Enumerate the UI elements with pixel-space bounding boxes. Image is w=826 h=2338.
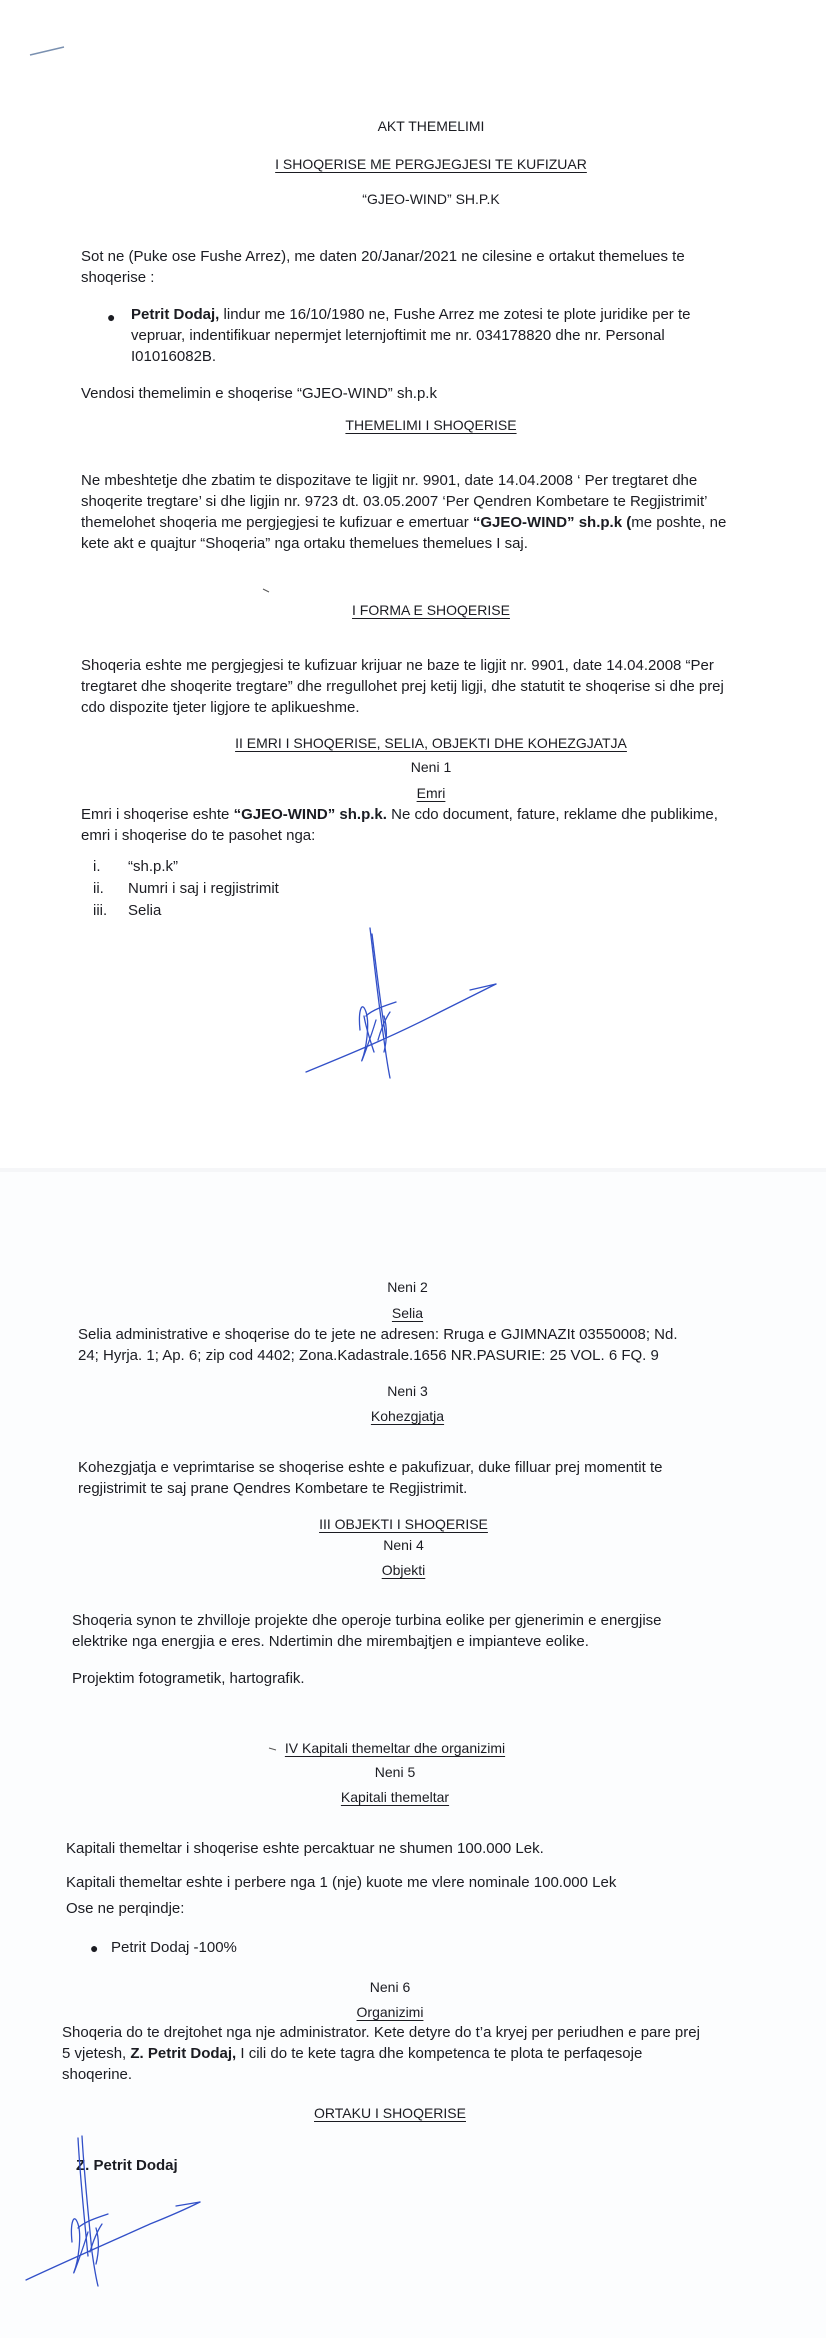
article-1-number: Neni 1 <box>410 759 452 775</box>
scan-mark <box>28 44 68 58</box>
bullet-icon: ● <box>107 309 116 325</box>
document-page-1 <box>0 0 826 1168</box>
founding-text-b: me poshte, ne kete akt e quajtur “Shoqeria” nga ortaku themelues themelues I saj. <box>81 514 727 552</box>
scan-mark <box>262 588 272 594</box>
capital-paragraph-1: Kapitali themeltar i shoqerise eshte percaktuar ne shumen 100.000 Lek. <box>66 1840 544 1857</box>
article-6-number: Neni 6 <box>369 1979 411 1995</box>
name-text-bold: “GJEO-WIND” sh.p.k. <box>233 806 387 823</box>
organization-paragraph <box>62 2022 707 2085</box>
list-number: i. <box>93 858 101 875</box>
list-text: Selia <box>128 902 162 919</box>
founder-item <box>131 304 716 367</box>
founding-paragraph <box>81 470 731 554</box>
list-text: Numri i saj i regjistrimit <box>128 880 279 897</box>
form-paragraph: Shoqeria eshte me pergjegjesi te kufizuar krijuar ne baze te ligjit nr. 9901, date 14.04.2008 “Per tregtaret dhe shoqerite tregtare” dhe rregullohet prej ketij ligji, dhe statutit te shoqerise si dhe prej cdo dispozite tjeter ligjore te aplikueshme. <box>81 657 724 716</box>
name-text-b: Ne cdo document, fature, reklame dhe publikime, emri i shoqerise do te pasohet nga: <box>81 806 718 844</box>
intro-paragraph: Sot ne (Puke ose Fushe Arrez), me daten 20/Janar/2021 ne cilesine e ortakut themelues te shoqerise : <box>81 248 685 286</box>
section-IV-heading: IV Kapitali themeltar dhe organizimi <box>284 1740 506 1756</box>
document-page-2 <box>0 1172 826 2338</box>
article-3-number: Neni 3 <box>387 1383 428 1399</box>
bullet-icon: ● <box>90 1940 99 1956</box>
document-title: AKT THEMELIMI <box>377 118 485 134</box>
partner-heading: ORTAKU I SHOQERISE <box>314 2105 466 2121</box>
duration-paragraph: Kohezgjatja e veprimtarise se shoqerise eshte e pakufizuar, duke filluar prej momentit te regjistrimit te saj prane Qendres Kombetare te Regjistrimit. <box>78 1459 663 1497</box>
article-2-title: Selia <box>391 1305 424 1321</box>
list-item <box>93 900 493 922</box>
section-III-heading: III OBJEKTI I SHOQERISE <box>319 1516 488 1532</box>
article-3-title: Kohezgjatja <box>370 1408 445 1424</box>
capital-paragraph-2: Kapitali themeltar eshte i perbere nga 1 (nje) kuote me vlere nominale 100.000 Lek <box>66 1874 617 1891</box>
section-founding-heading: THEMELIMI I SHOQERISE <box>345 417 517 433</box>
company-name: “GJEO-WIND” SH.P.K <box>362 191 500 207</box>
list-text: “sh.p.k” <box>128 858 179 875</box>
suffix-list <box>93 856 493 922</box>
founding-decision: Vendosi themelimin e shoqerise “GJEO-WIND” sh.p.k <box>81 385 437 402</box>
object-paragraph-2: Projektim fotogrametik, hartografik. <box>72 1670 305 1687</box>
list-number: ii. <box>93 880 104 897</box>
founding-text-bold: “GJEO-WIND” sh.p.k ( <box>472 514 632 531</box>
share-item: Petrit Dodaj -100% <box>111 1939 237 1956</box>
object-paragraph: Shoqeria synon te zhvilloje projekte dhe operoje turbina eolike per gjenerimin e energjise elektrike nga energjia e eres. Ndertimin dhe mirembajtjen e impianteve eolike. <box>72 1612 662 1650</box>
signatory-name: Z. Petrit Dodaj <box>76 2157 178 2174</box>
section-II-heading: II EMRI I SHOQERISE, SELIA, OBJEKTI DHE KOHEZGJATJA <box>235 735 627 751</box>
section-I-heading: I FORMA E SHOQERISE <box>352 602 510 618</box>
capital-paragraph-3: Ose ne perqindje: <box>66 1900 185 1917</box>
article-4-number: Neni 4 <box>383 1537 424 1553</box>
article-4-title: Objekti <box>381 1562 426 1578</box>
org-text-a: Shoqeria do te drejtohet nga nje administrator. Kete detyre do t’a kryej per periudhen e pare prej 5 vjetesh, <box>62 2024 700 2062</box>
name-paragraph <box>81 804 731 846</box>
article-6-title: Organizimi <box>356 2004 424 2020</box>
document-subtitle: I SHOQERISE ME PERGJEGJESI TE KUFIZUAR <box>275 156 587 172</box>
article-2-number: Neni 2 <box>387 1279 428 1295</box>
article-5-title: Kapitali themeltar <box>340 1789 450 1805</box>
founder-name: Petrit Dodaj, <box>131 306 220 323</box>
founder-details: lindur me 16/10/1980 ne, Fushe Arrez me zotesi te plote juridike per te vepruar, indentifikuar nepermjet leternjoftimit me nr. 034178820 dhe nr. Personal I01016082B. <box>131 306 691 365</box>
org-text-b: I cili do te kete tagra dhe kompetenca te plota te perfaqesoje shoqerine. <box>62 2045 643 2083</box>
org-text-bold: Z. Petrit Dodaj, <box>130 2045 237 2062</box>
list-item <box>93 878 493 900</box>
list-item <box>93 856 493 878</box>
article-5-number: Neni 5 <box>374 1764 416 1780</box>
article-1-title: Emri <box>416 785 446 801</box>
founding-text-a: Ne mbeshtetje dhe zbatim te dispozitave te ligjit nr. 9901, date 14.04.2008 ‘ Per tregtaret dhe shoqerite tregtare’ si dhe ligjin nr. 9723 dt. 03.05.2007 ‘Per Qendren Kombetare te Regjistrimit’ themelohet shoqeria me pergjegjesi te kufizuar e emertuar <box>81 472 707 531</box>
name-text-a: Emri i shoqerise eshte <box>81 806 234 823</box>
seat-paragraph: Selia administrative e shoqerise do te jete ne adresen: Rruga e GJIMNAZIt 03550008; Nd. 24; Hyrja. 1; Ap. 6; zip cod 4402; Zona.Kadastrale.1656 NR.PASURIE: 25 VOL. 6 FQ. 9 <box>78 1326 678 1364</box>
list-number: iii. <box>93 902 108 919</box>
